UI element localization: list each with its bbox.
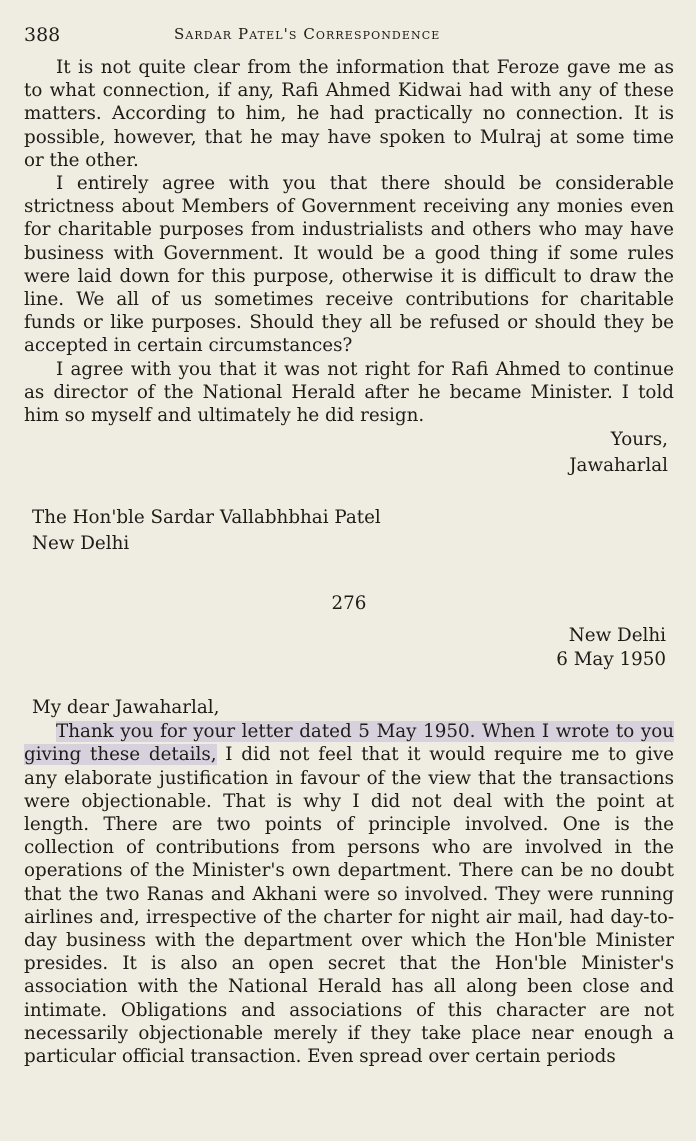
letter-1-closing-block [24,427,674,479]
letter-1-paragraph: I entirely agree with you that there should be considerable strictness about Members of Government receiving any monies even for charitable purposes from industrialists and others who may have business with Government. It would be a good thing if some rules were laid down for this purpose, otherwise it is difficult to draw the line. We all of us sometimes receive contributions for charitable funds or like purposes. Should they all be refused or should they be accepted in certain circumstances? [24,173,674,357]
running-head [24,22,674,56]
letter-1-body [24,56,674,427]
letter-2-dateline [24,624,674,672]
letter-2-paragraph-text: I did not feel that it would require me to give any elaborate justification in favour of the view that the transactions were objectionable. That is why I did not deal with the point at length. There are two points of principle involved. One is the collection of contributions from persons who are involved in the operations of the Minister's own department. There can be no doubt that the two Ranas and Akhani were so involved. They were running airlines and, irrespective of the charter for night air mail, had day-to-day business with the department over which the Hon'ble Minister presides. It is also an open secret that the Hon'ble Minister's association with the National Herald has all along been close and intimate. Obligations and associations of this character are not necessarily objectionable merely if they take place near enough a particular official transaction. Even spread over certain periods [24,744,674,1068]
addressee-name: The Hon'ble Sardar Vallabhbhai Patel [32,507,381,529]
letter-2-paragraph [24,720,674,1068]
letter-2-date: 6 May 1950 [556,649,666,671]
addressee-place: New Delhi [32,533,130,555]
letter-1-closing: Yours, [610,429,668,451]
letter-2-salutation: My dear Jawaharlal, [32,697,220,719]
page-number: 388 [24,24,61,46]
letter-1-signature: Jawaharlal [569,455,668,477]
letter-2-place: New Delhi [568,625,666,647]
letter-1-paragraph: It is not quite clear from the information that Feroze gave me as to what connection, if any, Rafi Ahmed Kidwai had with any of these matters. According to him, he had practically no connection. It is possible, however, that he may have spoken to Mulraj at some time or the other. [24,57,674,171]
running-title: Sardar Patel's Correspondence [174,25,441,43]
letter-2-number: 276 [331,593,367,615]
letter-1-paragraph: I agree with you that it was not right for Rafi Ahmed to continue as director of the National Herald after he became Minister. I told him so myself and ultimately he did resign. [24,358,674,427]
letter-1-addressee [24,505,674,557]
highlighted-text: Thank you for your letter dated 5 May 1950. When I wrote to you giving these details, [24,721,674,766]
